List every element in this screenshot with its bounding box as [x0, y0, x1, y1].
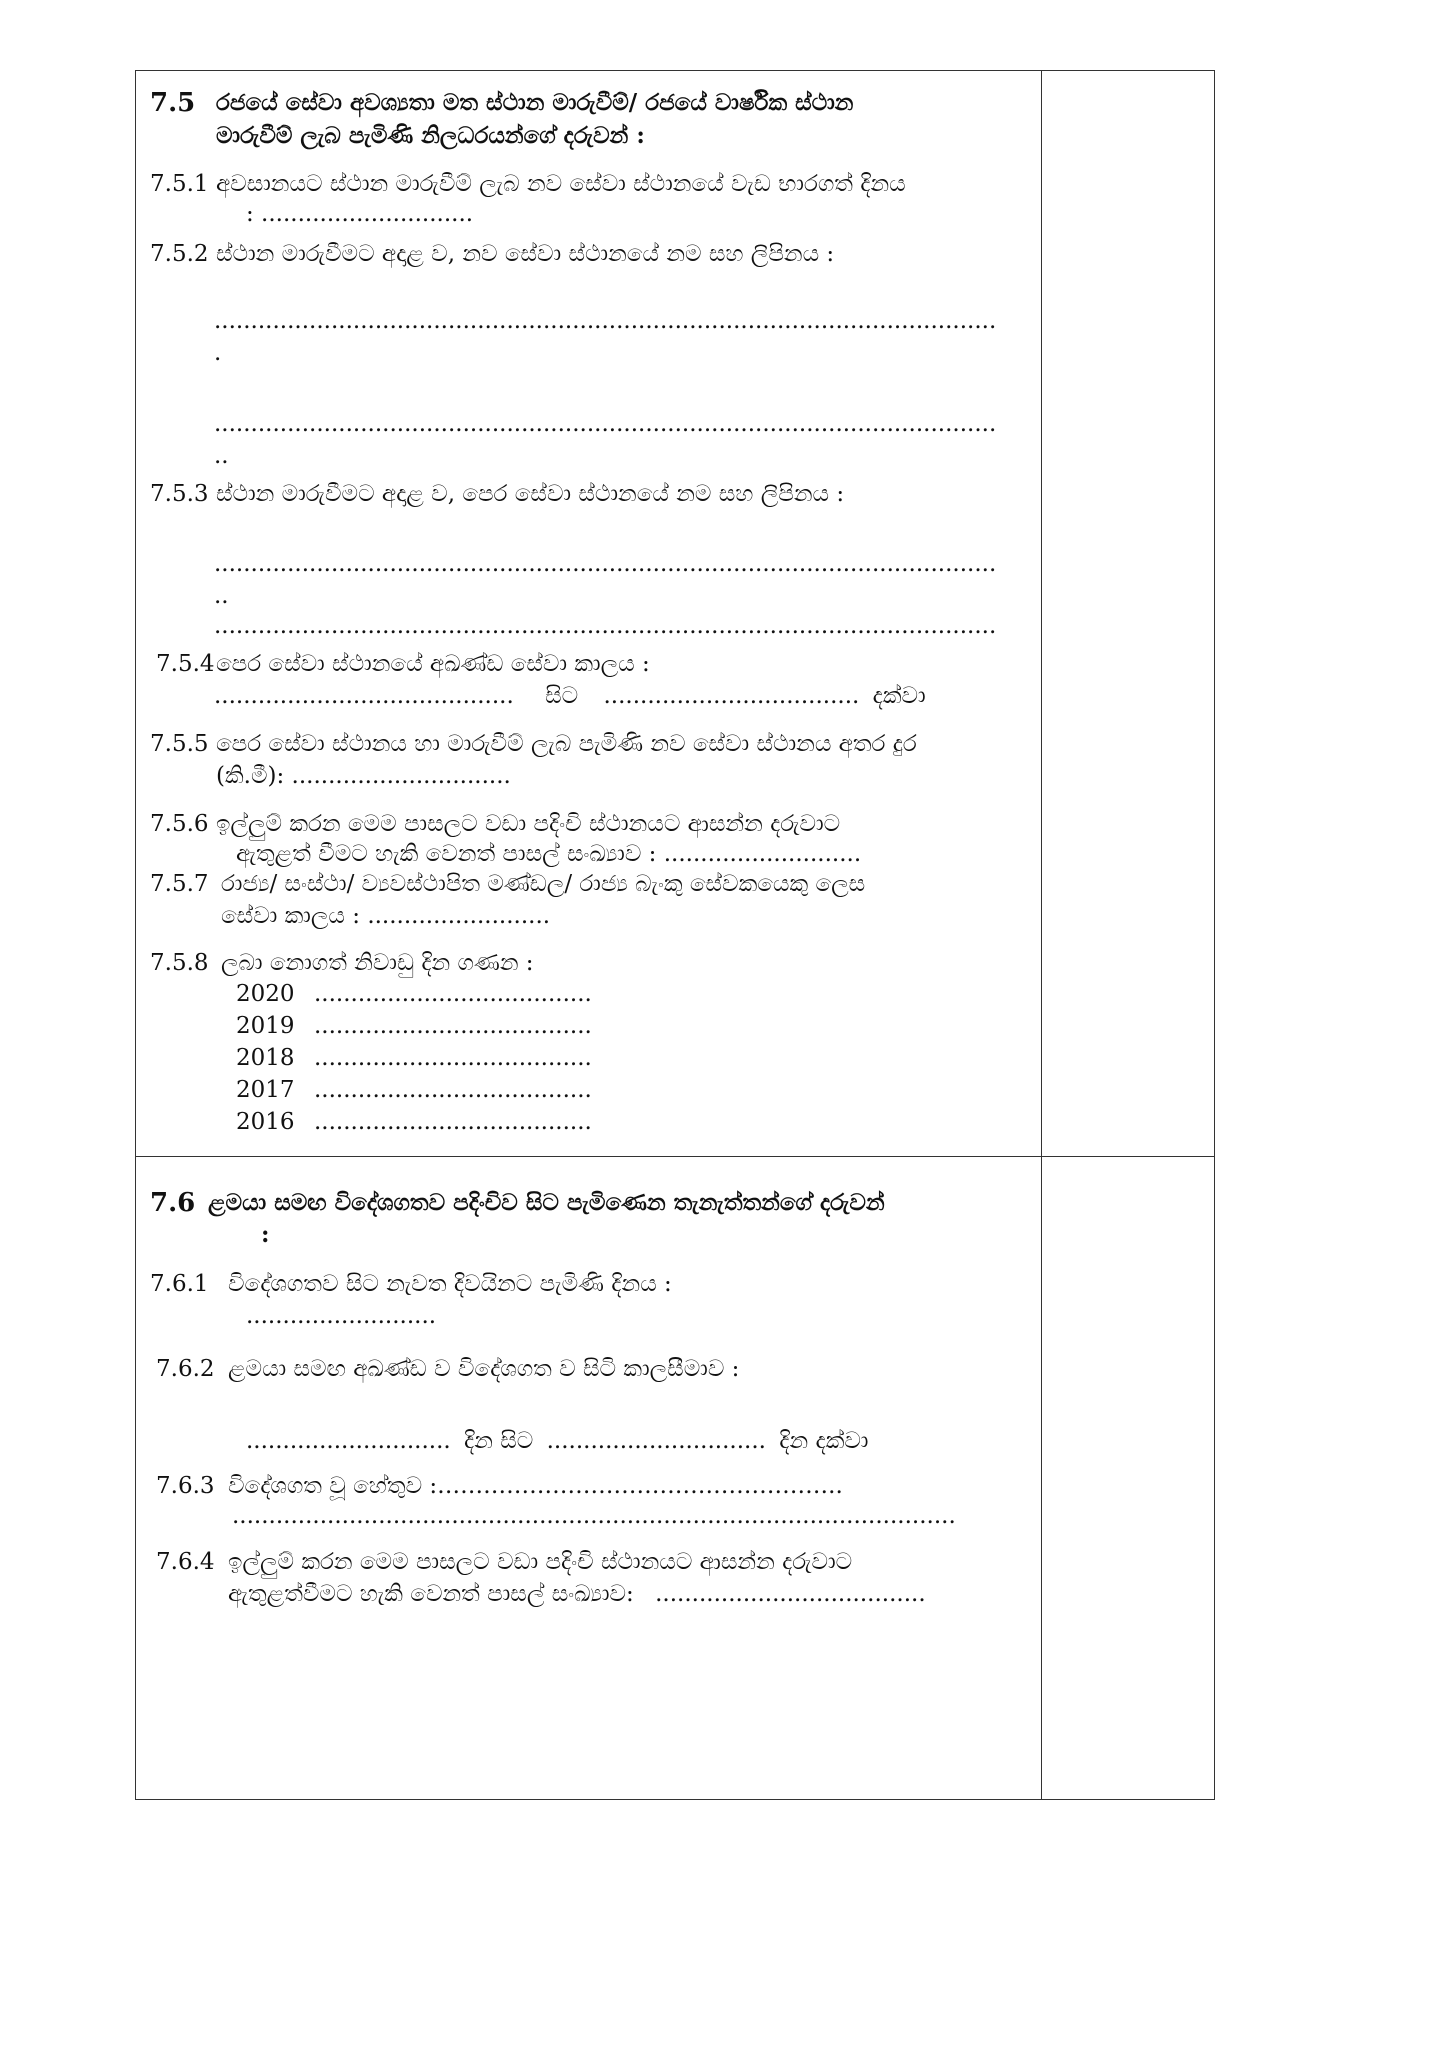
year-row: [236, 1011, 592, 1041]
item-7-6-3-text: විදේශගත වූ හේතුව :……………………………………………..: [228, 1473, 843, 1499]
item-7-5-4-from-label: සිට: [545, 683, 579, 709]
item-7-6-4-number: 7.6.4: [156, 1549, 215, 1575]
item-7-6-4-line2: ඇතුළත්වීමට හැකි වෙනත් පාසල් සංඛ්‍යාව:: [228, 1581, 634, 1607]
item-7-5-4-number: 7.5.4: [156, 651, 215, 677]
item-7-6-3-dots: ...................................................................................................: [232, 1503, 956, 1529]
year-row: [236, 1043, 592, 1073]
item-7-5-1-number: 7.5.1: [150, 171, 209, 197]
year-row: [236, 1107, 592, 1137]
item-7-6-4-line1: ඉල්ලුම් කරන මෙම පාසලට වඩා පදිංචි ස්ථානයට ආසන්න දරුවාට: [228, 1549, 853, 1575]
item-7-5-6-line1: ඉල්ලුම් කරන මෙම පාසලට වඩා පදිංචි ස්ථානයට ආසන්න දරුවාට: [216, 811, 841, 837]
item-7-6-2-number: 7.6.2: [156, 1356, 215, 1382]
year-label: 2016: [236, 1109, 295, 1135]
column-divider: [1041, 71, 1042, 1799]
item-7-5-2-dots1-tail: .: [214, 340, 222, 366]
item-7-5-5-number: 7.5.5: [150, 731, 209, 757]
item-7-5-8-text: ලබා නොගත් නිවාඩු දින ගණන :: [221, 950, 534, 976]
item-7-5-8-number: 7.5.8: [150, 950, 209, 976]
year-dots: ......................................: [314, 1109, 592, 1135]
item-7-6-1-text: විදේශගතව සිට නැවත දිවයිනට පැමිණි දිනය :: [228, 1271, 672, 1297]
item-7-5-7-number: 7.5.7: [150, 871, 209, 897]
item-7-5-5-line1: පෙර සේවා ස්ථානය හා මාරුවීම් ලැබ පැමිණි නව සේවා ස්ථානය අතර දුර: [216, 731, 917, 757]
item-7-6-2-to-label: දින දක්වා: [779, 1428, 869, 1454]
item-7-6-2-text: ළමයා සමඟ අඛණ්ඩ ව විදේශගත ව සිටි කාලසීමාව :: [228, 1356, 740, 1382]
item-7-5-4-text: පෙර සේවා ස්ථානයේ අඛණ්ඩ සේවා කාලය :: [216, 651, 650, 677]
year-label: 2018: [236, 1045, 295, 1071]
item-7-5-3-text: ස්ථාන මාරුවීමට අදාළ ව, පෙර සේවා ස්ථානයේ නම සහ ලිපිනය :: [216, 481, 845, 507]
item-7-5-3-number: 7.5.3: [150, 481, 209, 507]
year-dots: ......................................: [314, 981, 592, 1007]
item-7-5-2-number: 7.5.2: [150, 241, 209, 267]
section-7-5-number: 7.5: [150, 88, 196, 118]
year-label: 2017: [236, 1077, 295, 1103]
year-dots: ......................................: [314, 1013, 592, 1039]
item-7-5-3-dots2: ...........................................................................................................: [214, 613, 997, 639]
year-label: 2020: [236, 981, 295, 1007]
item-7-5-4-range: [214, 681, 926, 711]
item-7-6-2-range: [246, 1426, 868, 1456]
item-7-6-2-from-dots: ............................: [246, 1428, 451, 1454]
section-7-5-title-line2: මාරුවීම් ලැබ පැමිණි නිලධරයන්ගේ දරුවන් :: [216, 122, 645, 149]
item-7-6-3-number: 7.6.3: [156, 1473, 215, 1499]
item-7-6-4-dots: .....................................: [655, 1581, 926, 1607]
item-7-6-2-from-label: දින සිට: [464, 1428, 534, 1454]
section-7-6-number: 7.6: [150, 1188, 196, 1218]
year-dots: ......................................: [314, 1045, 592, 1071]
item-7-5-6-line2: ඇතුළත් වීමට හැකි වෙනත් පාසල් සංඛ්‍යාව : ...........................: [236, 841, 862, 867]
item-7-6-1-number: 7.6.1: [150, 1271, 209, 1297]
item-7-5-1-line1: අවසානයට ස්ථාන මාරුවීම් ලැබ නව සේවා ස්ථානයේ වැඩ භාරගත් දිනය: [216, 171, 906, 197]
item-7-6-1-dots: ..........................: [246, 1303, 437, 1329]
item-7-5-4-to-dots: ...................................: [603, 683, 860, 709]
year-row: [236, 1075, 592, 1105]
item-7-6-4-line2-row: [228, 1579, 926, 1609]
item-7-5-5-line2: (කි.මී): ..............................: [216, 763, 511, 789]
item-7-5-1-line2: : .............................: [246, 201, 474, 227]
year-label: 2019: [236, 1013, 295, 1039]
item-7-5-2-dots1: ...........................................................................................................: [214, 308, 997, 334]
item-7-5-2-dots2: ...........................................................................................................: [214, 411, 997, 437]
year-dots: ......................................: [314, 1077, 592, 1103]
form-table: [135, 70, 1215, 1800]
item-7-5-2-text: ස්ථාන මාරුවීමට අදාළ ව, නව සේවා ස්ථානයේ නම සහ ලිපිනය :: [216, 241, 835, 267]
item-7-5-4-to-label: දක්වා: [872, 683, 926, 709]
item-7-5-7-line1: රාජ්‍ය/ සංස්ථා/ ව්‍යවස්ථාපිත මණ්ඩල/ රාජ්‍ය බැංකු සේවකයෙකු ලෙස: [221, 871, 866, 897]
item-7-5-3-dots1-tail: ..: [214, 583, 229, 609]
row-divider: [136, 1156, 1214, 1157]
section-7-6-title-line2: :: [261, 1221, 270, 1248]
item-7-5-7-line2: සේවා කාලය : .........................: [221, 903, 551, 929]
item-7-6-2-to-dots: ..............................: [546, 1428, 766, 1454]
item-7-5-4-from-dots: .........................................: [214, 683, 514, 709]
section-7-6-title-line1: ළමයා සමඟ විදේශගතව පදිංචිව සිට පැමිණෙන තැනැත්තන්ගේ දරුවන්: [208, 1189, 885, 1216]
item-7-5-2-dots2-tail: ..: [214, 443, 229, 469]
year-row: [236, 979, 592, 1009]
item-7-5-6-number: 7.5.6: [150, 811, 209, 837]
item-7-5-3-dots1: ...........................................................................................................: [214, 551, 997, 577]
section-7-5-title-line1: රජයේ සේවා අවශ්‍යතා මත ස්ථාන මාරුවීම්/ රජයේ වාර්ෂික ස්ථාන: [216, 89, 854, 116]
